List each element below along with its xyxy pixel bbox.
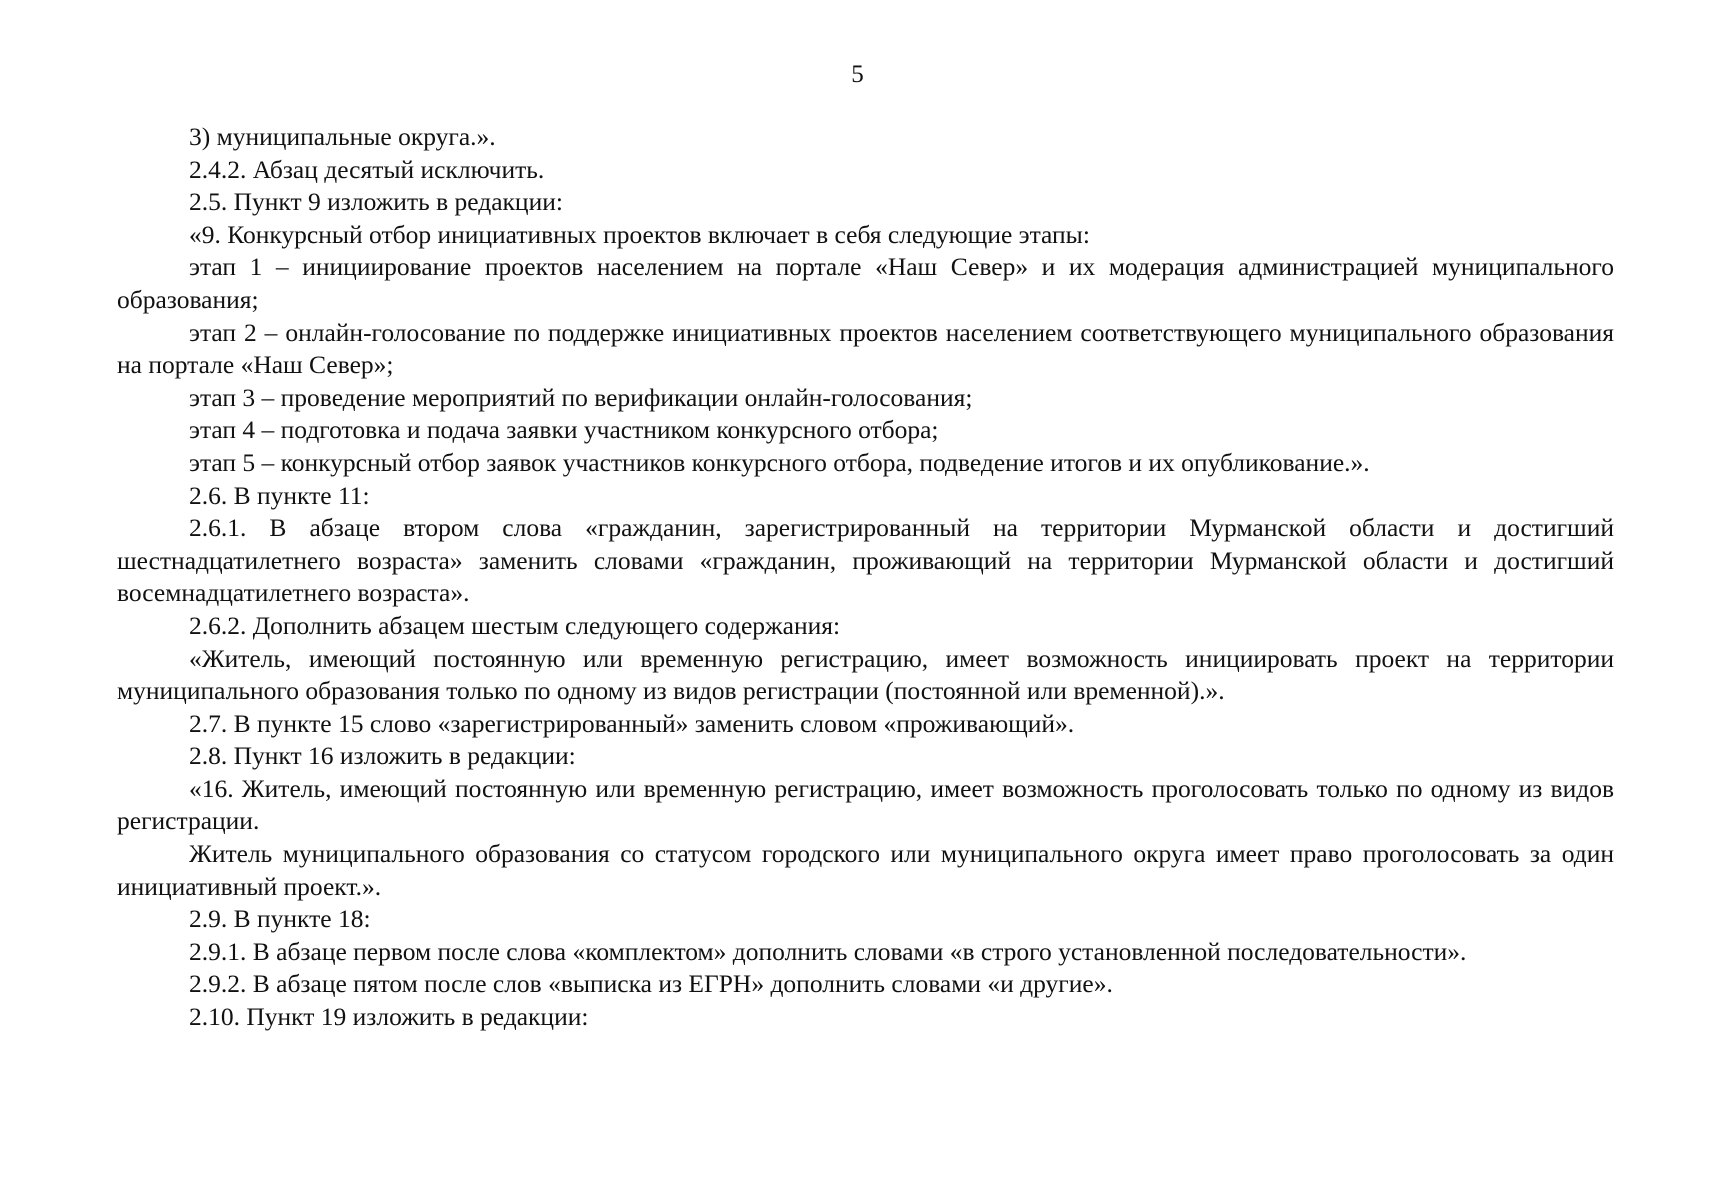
paragraph-2-9-2: 2.9.2. В абзаце пятом после слов «выписка из ЕГРН» дополнить словами «и другие». [189,969,1113,999]
paragraph-item-16: «16. Житель, имеющий постоянную или временную регистрацию, имеет возможность проголосовать только по одному из видов регистрации. [117,773,1614,836]
paragraph-item-9: «9. Конкурсный отбор инициативных проектов включает в себя следующие этапы: [189,219,1090,249]
paragraph-2-10: 2.10. Пункт 19 изложить в редакции: [189,1002,589,1032]
paragraph-stage-5: этап 5 – конкурсный отбор заявок участников конкурсного отбора, подведение итогов и их опубликование.». [189,447,1370,477]
paragraph-2-6-2: 2.6.2. Дополнить абзацем шестым следующего содержания: [189,610,841,640]
document-body [117,121,1614,1034]
paragraph-stage-2: этап 2 – онлайн-голосование по поддержке инициативных проектов населением соответствующего муниципального образования на портале «Наш Север»; [117,317,1614,380]
paragraph-municipal-districts: 3) муниципальные округа.». [189,122,496,151]
paragraph-2-5: 2.5. Пункт 9 изложить в редакции: [189,187,563,217]
paragraph-2-9: 2.9. В пункте 18: [189,904,371,934]
paragraph-resident-initiative: «Житель, имеющий постоянную или временную регистрацию, имеет возможность инициировать проект на территории муниципального образования только по одному из видов регистрации (постоянной или временной).». [117,643,1614,706]
paragraph-2-6: 2.6. В пункте 11: [189,480,370,510]
paragraph-resident-vote: Житель муниципального образования со статусом городского или муниципального округа имеет право проголосовать за один инициативный проект.». [117,839,1614,901]
paragraph-stage-4: этап 4 – подготовка и подача заявки участником конкурсного отбора; [189,415,939,445]
paragraph-2-4-2: 2.4.2. Абзац десятый исключить. [189,154,545,184]
paragraph-2-7: 2.7. В пункте 15 слово «зарегистрированный» заменить словом «проживающий». [189,708,1075,738]
page-number: 5 [851,61,864,88]
paragraph-2-8: 2.8. Пункт 16 изложить в редакции: [189,741,576,771]
paragraph-stage-3: этап 3 – проведение мероприятий по верификации онлайн-голосования; [189,382,973,412]
paragraph-stage-1: этап 1 – инициирование проектов населением на портале «Наш Север» и их модерация администрацией муниципального образования; [117,252,1614,314]
paragraph-2-9-1: 2.9.1. В абзаце первом после слова «комплектом» дополнить словами «в строго установленной последовательности». [189,936,1467,966]
paragraph-2-6-1: 2.6.1. В абзаце втором слова «гражданин, зарегистрированный на территории Мурманской области и достигший шестнадцатилетнего возраста» заменить словами «гражданин, проживающий на территории Мурманской области и достигший восемнадцатилетнего возраста». [117,513,1614,608]
